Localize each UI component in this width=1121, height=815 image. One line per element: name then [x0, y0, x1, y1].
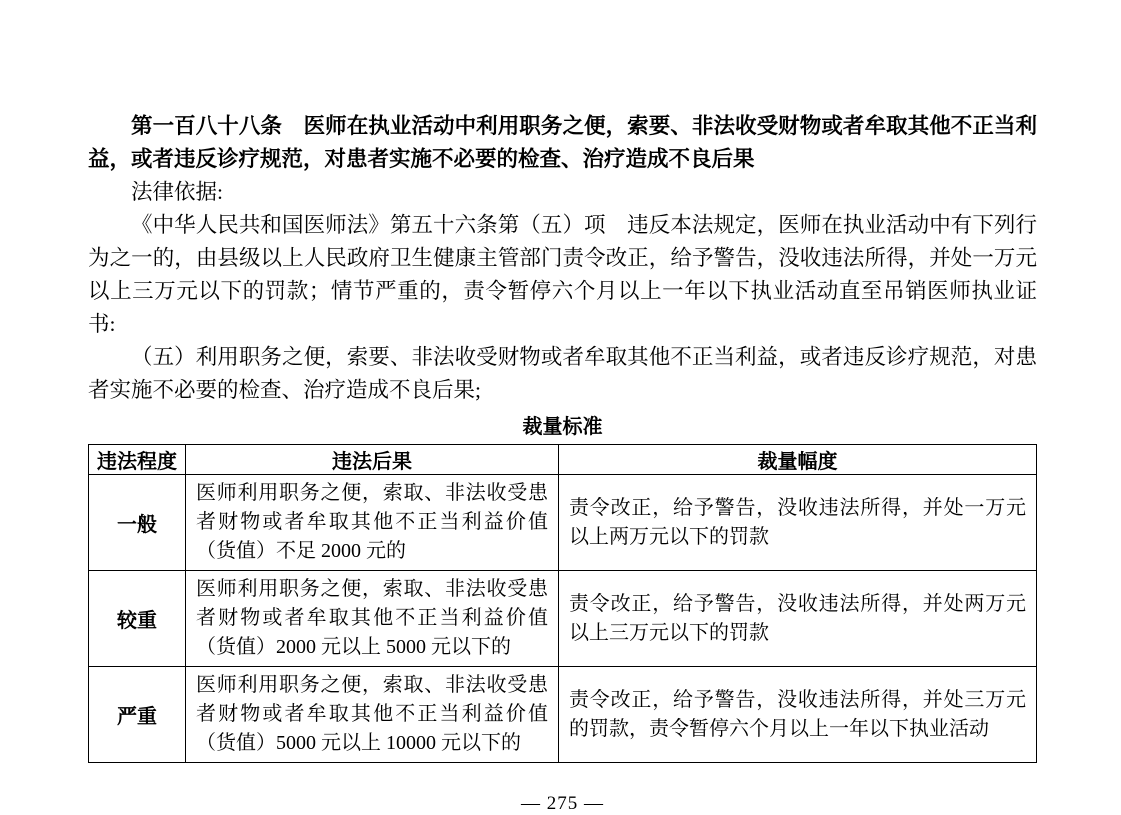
discretion-cell: 责令改正，给予警告，没收违法所得，并处三万元的罚款，责令暂停六个月以上一年以下执业活动 [559, 667, 1037, 763]
column-header-violation-consequence: 违法后果 [186, 445, 559, 475]
article-heading: 第一百八十八条 医师在执业活动中利用职务之便，索要、非法收受财物或者牟取其他不正当利益，或者违反诊疗规范，对患者实施不必要的检查、治疗造成不良后果 [88, 114, 1037, 171]
degree-cell: 较重 [89, 571, 186, 667]
degree-cell: 一般 [89, 475, 186, 571]
consequence-cell: 医师利用职务之便，索取、非法收受患者财物或者牟取其他不正当利益价值（货值）2000 元以上 5000 元以下的 [186, 571, 559, 667]
law-clause-paragraph: 《中华人民共和国医师法》第五十六条第（五）项 违反本法规定，医师在执业活动中有下列行为之一的，由县级以上人民政府卫生健康主管部门责令改正，给予警告，没收违法所得，并处一万元以上三万元以下的罚款；情节严重的，责令暂停六个月以上一年以下执业活动直至吊销医师执业证书: [88, 213, 1037, 336]
table-row [89, 571, 1037, 667]
legal-basis-label: 法律依据: [131, 180, 223, 204]
discretion-cell: 责令改正，给予警告，没收违法所得，并处两万元以上三万元以下的罚款 [559, 571, 1037, 667]
table-header-row [89, 445, 1037, 475]
discretion-cell: 责令改正，给予警告，没收违法所得，并处一万元以上两万元以下的罚款 [559, 475, 1037, 571]
column-header-discretion-range: 裁量幅度 [559, 445, 1037, 475]
column-header-violation-degree: 违法程度 [89, 445, 186, 475]
page-number: — 275 — [521, 793, 604, 814]
degree-cell: 严重 [89, 667, 186, 763]
discretion-standards-table [88, 444, 1037, 763]
item-five-paragraph: （五）利用职务之便，索要、非法收受财物或者牟取其他不正当利益，或者违反诊疗规范，对患者实施不必要的检查、治疗造成不良后果; [88, 345, 1037, 402]
table-row [89, 667, 1037, 763]
table-title: 裁量标准 [522, 416, 603, 438]
table-row [89, 475, 1037, 571]
consequence-cell: 医师利用职务之便，索取、非法收受患者财物或者牟取其他不正当利益价值（货值）不足 2000 元的 [186, 475, 559, 571]
consequence-cell: 医师利用职务之便，索取、非法收受患者财物或者牟取其他不正当利益价值（货值）5000 元以上 10000 元以下的 [186, 667, 559, 763]
